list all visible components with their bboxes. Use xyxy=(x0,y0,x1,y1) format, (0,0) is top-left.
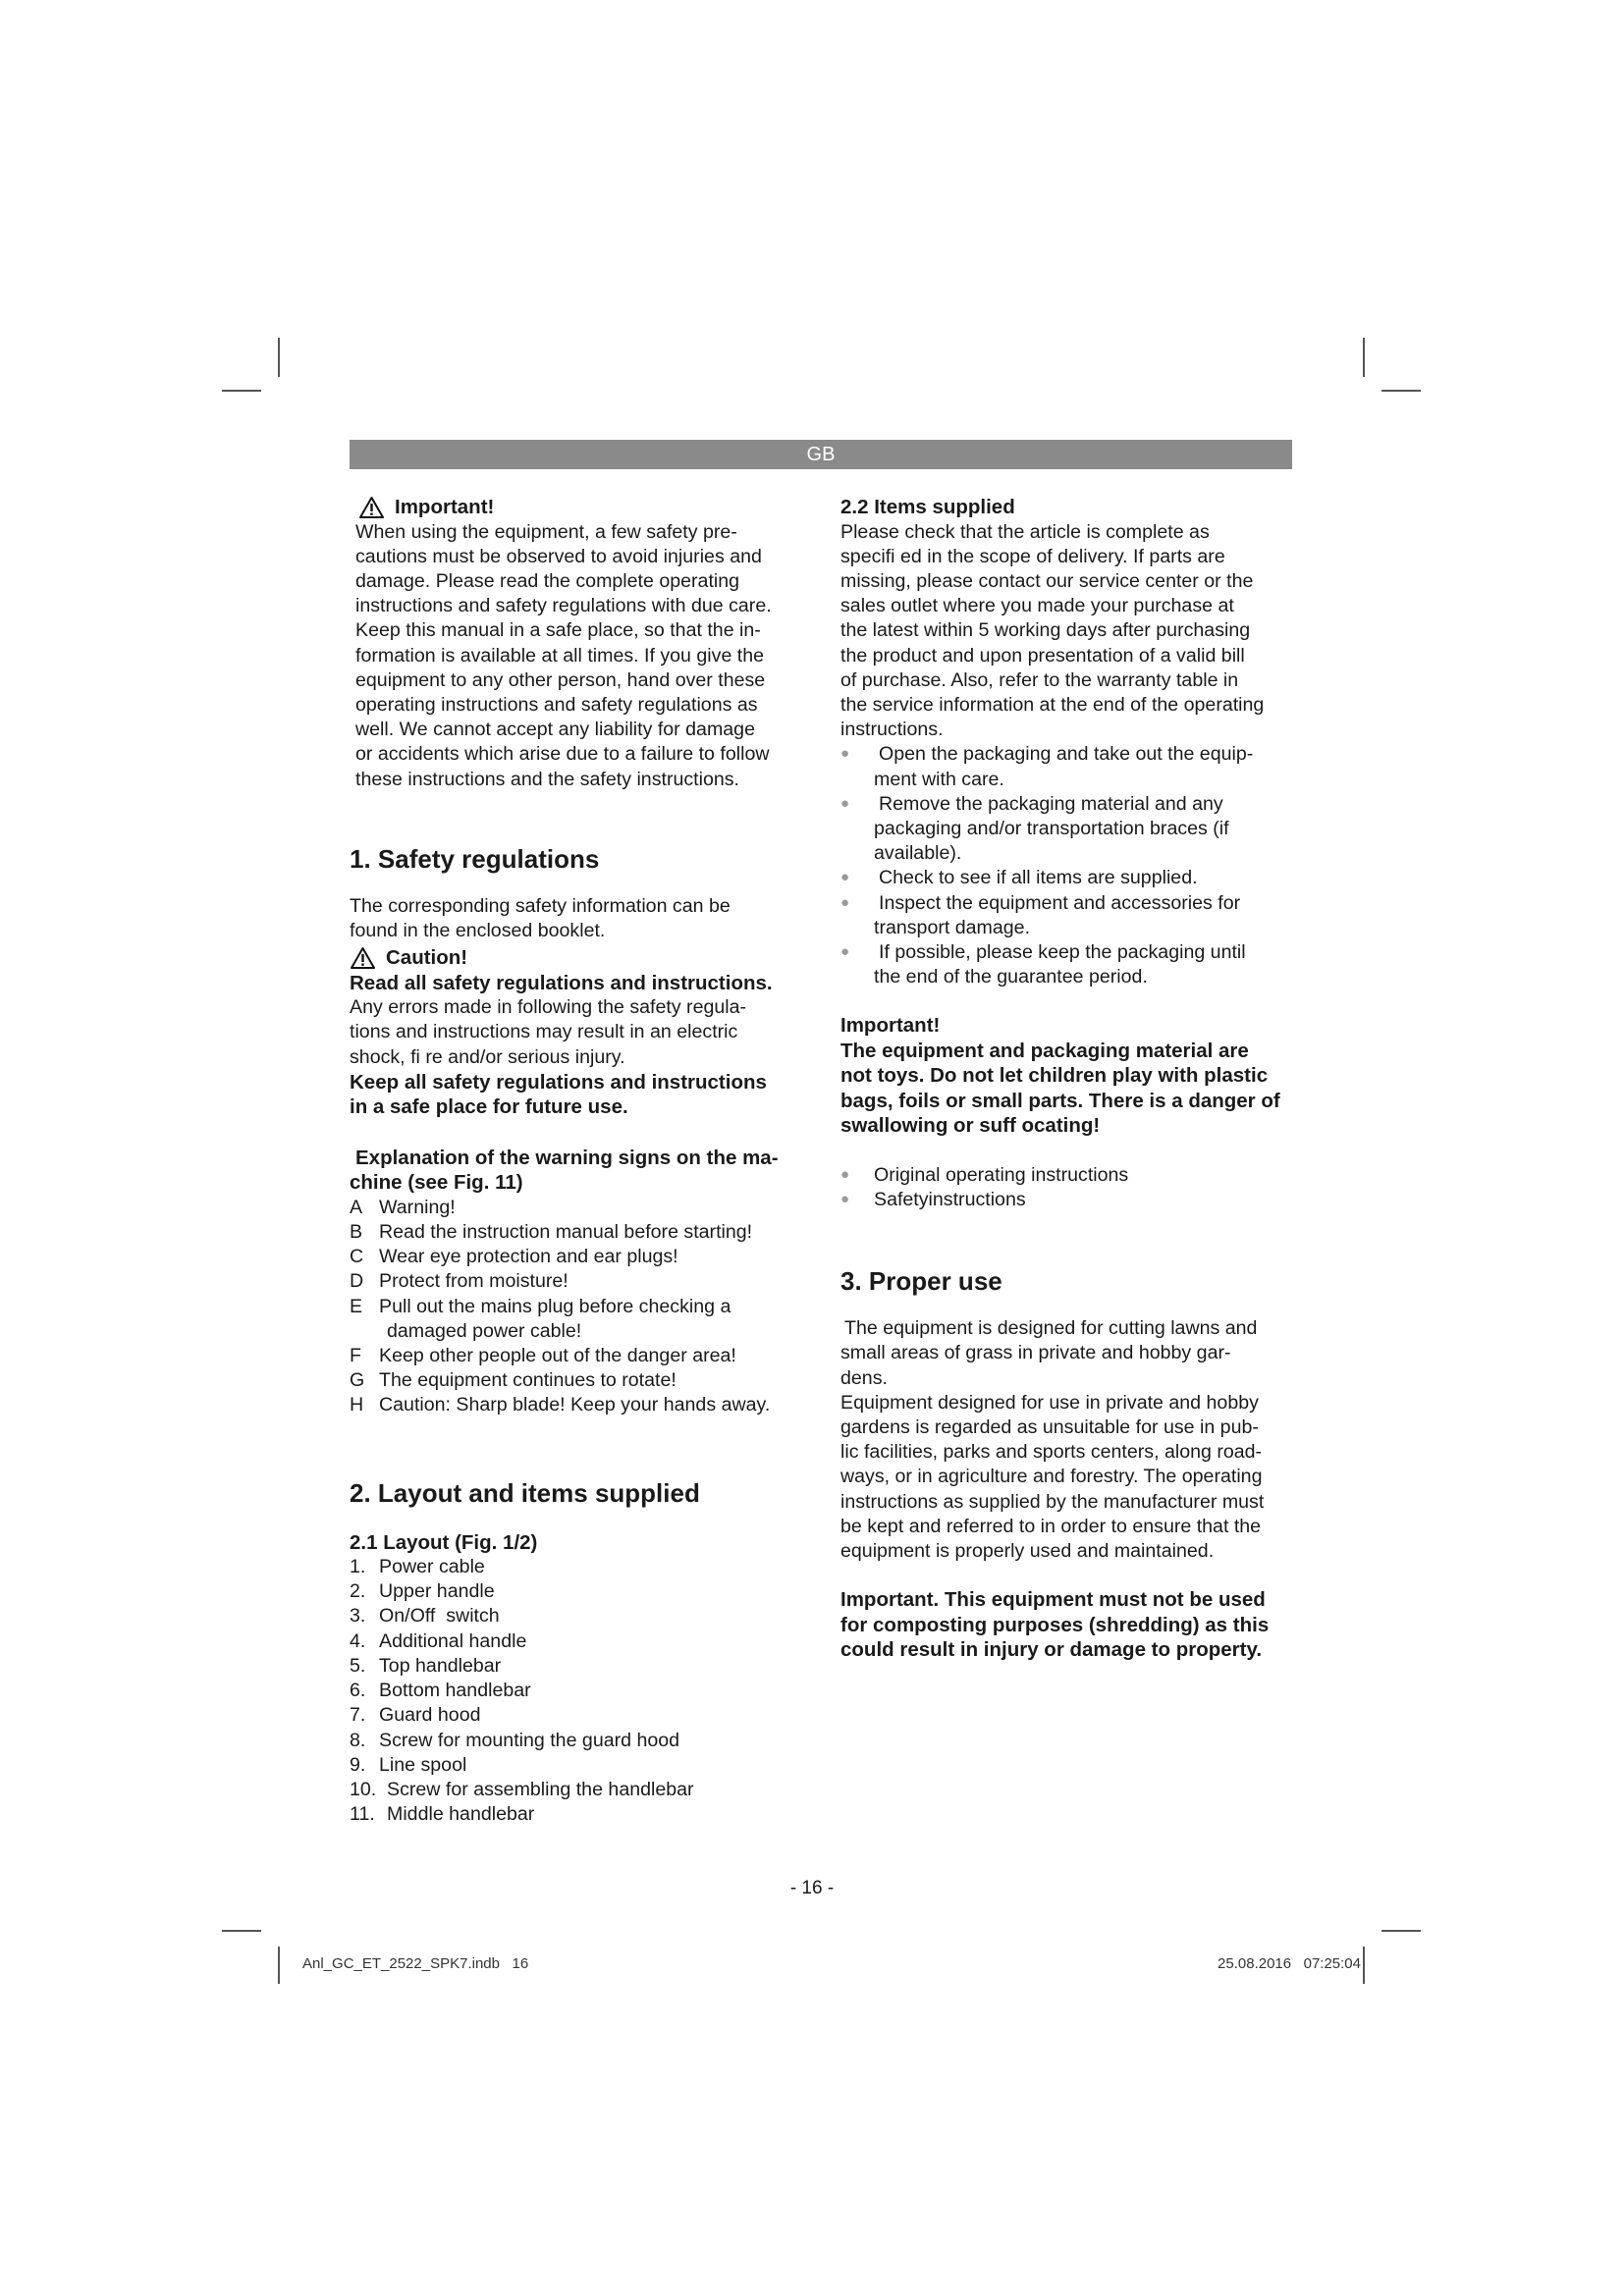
bullet-icon: ● xyxy=(840,745,850,763)
items-supplied-heading: 2.2 Items supplied xyxy=(840,496,1015,518)
list-item: 7. Guard hood xyxy=(350,1704,481,1727)
list-item: 9. Line spool xyxy=(350,1753,467,1776)
proper-use-para-1: The equipment is designed for cutting lawns and small areas of grass in private and hobby gar- dens. xyxy=(840,1317,1258,1389)
bullet-icon: ● xyxy=(840,1191,850,1208)
section-1-title: 1. Safety regulations xyxy=(350,843,600,874)
language-code: GB xyxy=(806,444,836,465)
proper-use-para-2: Equipment designed for use in private and hobby gardens is regarded as unsuitable for use in pub- lic facilities, parks and sports centers, along road- ways, or in agriculture and forestry. The operating instructions as supplied by the manufacturer must be kept and referred to in order to ensure that the equipment is properly used and maintained. xyxy=(840,1391,1265,1563)
items-supplied-text: Please check that the article is complete as specifi ed in the scope of delivery. If parts are missing, please contact our service center or the sales outlet where you made your purchase at the latest within 5 working days after purchasing the product and upon presentation of a valid bill of purchase. Also, refer to the warranty table in the service information at the end of the operating instructions. xyxy=(840,520,1265,741)
crop-mark xyxy=(1363,338,1365,377)
list-item: ● Inspect the equipment and accessories for transport damage. xyxy=(840,891,1297,940)
list-item: ● Original operating instructions xyxy=(840,1163,1297,1188)
explanation-heading: Explanation of the warning signs on the ma- chine (see Fig. 11) xyxy=(350,1146,779,1195)
bullet-icon: ● xyxy=(840,794,850,812)
keep-regulations: Keep all safety regulations and instructions in a safe place for future use. xyxy=(350,1070,767,1119)
included-docs-list xyxy=(840,1163,1297,1212)
list-item: B Read the instruction manual before starting! xyxy=(350,1220,753,1243)
important-text-right: The equipment and packaging material are not toys. Do not let children play with plastic bags, foils or small parts. There is a danger of swallowing or suff ocating! xyxy=(840,1039,1280,1138)
layout-items-list xyxy=(350,1555,806,1827)
layout-heading: 2.1 Layout (Fig. 1/2) xyxy=(350,1530,538,1554)
errors-text: Any errors made in following the safety regula- tions and instructions may result in an electric shock, fi re and/or serious injury. xyxy=(350,996,747,1068)
list-item: 8. Screw for mounting the guard hood xyxy=(350,1729,680,1751)
crop-mark xyxy=(1363,1947,1365,1984)
important-heading-right: Important! xyxy=(840,1014,941,1038)
footer-filename: Anl_GC_ET_2522_SPK7.indb 16 xyxy=(302,1955,529,1972)
important-heading: Important! xyxy=(358,495,806,520)
unpacking-steps-list xyxy=(840,742,1297,989)
crop-mark xyxy=(278,338,280,377)
list-item: ● Remove the packaging material and any packaging and/or transportation braces (if available). xyxy=(840,792,1297,867)
list-item: G The equipment continues to rotate! xyxy=(350,1369,677,1392)
list-item: 10. Screw for assembling the handlebar xyxy=(350,1778,694,1800)
crop-mark xyxy=(222,390,261,392)
list-item: E Pull out the mains plug before checking a damaged power cable! xyxy=(350,1295,731,1342)
crop-mark xyxy=(1381,390,1421,392)
crop-mark xyxy=(1381,1930,1421,1932)
crop-mark xyxy=(222,1930,261,1932)
list-item: F Keep other people out of the danger area! xyxy=(350,1344,736,1366)
composting-warning: Important. This equipment must not be used for composting purposes (shredding) as this could result in injury or damage to property. xyxy=(840,1588,1270,1662)
list-item: ● If possible, please keep the packaging until the end of the guarantee period. xyxy=(840,940,1297,989)
left-column xyxy=(350,495,806,1827)
right-column xyxy=(840,495,1297,1663)
list-item: 3. On/Off switch xyxy=(350,1605,500,1628)
list-item: C Wear eye protection and ear plugs! xyxy=(350,1246,678,1268)
warning-triangle-icon xyxy=(350,946,376,970)
list-item: 6. Bottom handlebar xyxy=(350,1680,531,1702)
caution-heading: Caution! xyxy=(350,945,806,971)
list-item: 5. Top handlebar xyxy=(350,1654,502,1677)
bullet-icon: ● xyxy=(840,942,850,960)
list-item: 2. Upper handle xyxy=(350,1580,495,1603)
list-item: 11. Middle handlebar xyxy=(350,1803,535,1826)
safety-intro: The corresponding safety information can be found in the enclosed booklet. xyxy=(350,894,731,941)
bullet-icon: ● xyxy=(840,1165,850,1183)
list-item: ● Safetyinstructions xyxy=(840,1188,1297,1212)
list-item: A Warning! xyxy=(350,1196,456,1218)
bullet-icon: ● xyxy=(840,893,850,911)
list-item: H Caution: Sharp blade! Keep your hands away. xyxy=(350,1394,771,1416)
list-item: 1. Power cable xyxy=(350,1556,485,1578)
important-text: When using the equipment, a few safety pre- cautions must be observed to avoid injuries and damage. Please read the complete operating instructions and safety regulations with due care. Keep this manual in a safe place, so that the in- formation is available at all times. If you give the equipment to any other person, hand over these operating instructions and safety regulations as well. We cannot accept any liability for damage or accidents which arise due to a failure to follow these instructions and the safety instructions. xyxy=(355,520,772,790)
section-2-title: 2. Layout and items supplied xyxy=(350,1477,700,1508)
read-all-regulations: Read all safety regulations and instructions. xyxy=(350,971,773,994)
list-item: D Protect from moisture! xyxy=(350,1270,568,1293)
section-3-title: 3. Proper use xyxy=(840,1266,1002,1297)
list-item: ● Open the packaging and take out the equip- ment with care. xyxy=(840,742,1297,791)
footer-timestamp: 25.08.2016 07:25:04 xyxy=(1218,1955,1361,1972)
page-number: - 16 - xyxy=(789,1878,835,1898)
bullet-icon: ● xyxy=(840,869,850,886)
crop-mark xyxy=(278,1947,280,1984)
language-header-bar xyxy=(350,440,1292,469)
list-item: ● Check to see if all items are supplied. xyxy=(840,866,1297,890)
warning-triangle-icon xyxy=(358,496,385,519)
warning-signs-list xyxy=(350,1196,806,1418)
list-item: 4. Additional handle xyxy=(350,1629,527,1652)
